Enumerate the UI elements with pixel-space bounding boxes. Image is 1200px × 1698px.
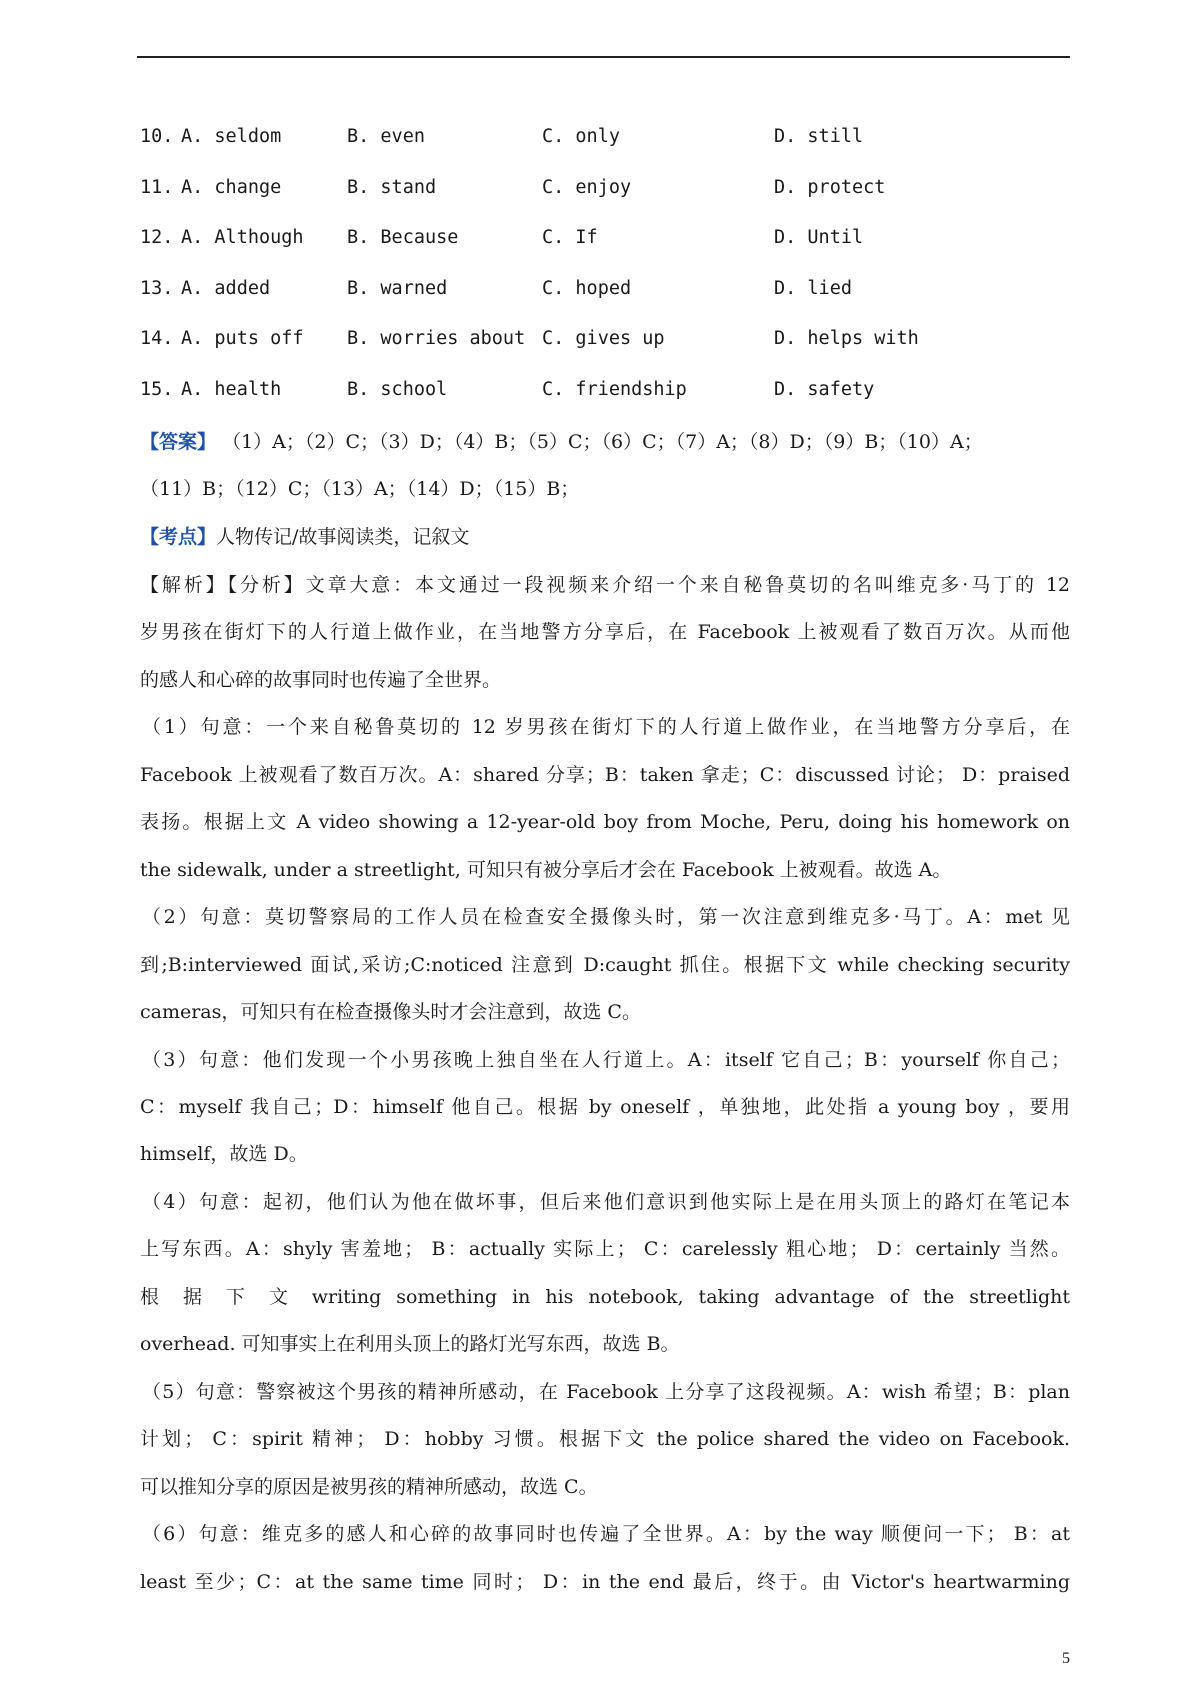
question-number: 14. (140, 328, 174, 350)
kaodian-text: 人物传记/故事阅读类，记叙文 (216, 525, 470, 548)
analysis-section (140, 562, 1070, 1606)
analysis-line: 表扬。根据上文 A video showing a 12-year-old boy from Moche, Peru, doing his homework on (140, 811, 1070, 834)
option-a: A. change (181, 176, 282, 198)
answer-line-2: （11）B；（12）C；（13）A；（14）D；（15）B； (140, 478, 580, 501)
option-d: D. Until (774, 227, 864, 249)
option-row-10 (140, 126, 1080, 177)
question-number: 13. (140, 277, 174, 299)
option-b: B. Because (347, 227, 459, 249)
option-b: B. worries about (347, 328, 526, 350)
answer-section (140, 419, 1070, 561)
page-number: 5 (1062, 1650, 1070, 1667)
analysis-line: 根 据 下 文 writing something in his notebook, taking advantage of the streetlight (140, 1285, 1070, 1308)
answer-text-1: （1）A；（2）C；（3）D；（4）B；（5）C；（6）C；（7）A；（8）D；（9）B；（10）A； (222, 431, 983, 453)
analysis-line: himself，故选 D。 (140, 1143, 308, 1166)
kaodian-label: 【考点】 (140, 525, 217, 548)
option-c: C. If (542, 227, 598, 249)
option-c: C. only (542, 126, 620, 147)
option-row-14 (140, 328, 1080, 379)
option-d: D. protect (774, 176, 886, 198)
option-d: D. safety (774, 378, 875, 400)
option-a: A. seldom (181, 126, 282, 147)
analysis-line: 岁男孩在街灯下的人行道上做作业，在当地警方分享后，在 Facebook 上被观看了数百万次。从而他 (140, 621, 1070, 644)
analysis-line: （1）句意：一个来自秘鲁莫切的 12 岁男孩在街灯下的人行道上做作业，在当地警方分享后，在 (142, 716, 1070, 739)
analysis-line: cameras，可知只有在检查摄像头时才会注意到，故选 C。 (140, 1001, 641, 1024)
analysis-line: 上写东西。A：shyly 害羞地； B：actually 实际上； C：carelessly 粗心地； D：certainly 当然。 (140, 1238, 1070, 1261)
analysis-line: C：myself 我自己；D：himself 他自己。根据 by oneself ，单独地，此处指 a young boy ，要用 (140, 1095, 1070, 1118)
analysis-line: （2）句意：莫切警察局的工作人员在检查安全摄像头时，第一次注意到维克多·马丁。A：met 见 (142, 906, 1070, 929)
option-c: C. enjoy (542, 176, 632, 198)
analysis-line: （6）句意：维克多的感人和心碎的故事同时也传遍了全世界。A：by the way 顺便问一下； B：at (142, 1523, 1070, 1546)
kaodian-line (140, 514, 1070, 561)
analysis-line: （3）句意：他们发现一个小男孩晚上独自坐在人行道上。A：itself 它自己；B：yourself 你自己； (142, 1048, 1070, 1071)
option-row-12 (140, 227, 1080, 278)
analysis-line: overhead. 可知事实上在利用头顶上的路灯光写东西，故选 B。 (140, 1333, 680, 1356)
option-a: A. added (181, 277, 271, 299)
question-number: 15. (140, 378, 174, 400)
analysis-line: 的感人和心碎的故事同时也传遍了全世界。 (140, 668, 502, 691)
option-c: C. friendship (542, 378, 687, 400)
question-number: 10. (140, 126, 174, 147)
option-b: B. even (347, 126, 425, 147)
header-rule (137, 56, 1070, 58)
option-b: B. school (347, 378, 448, 400)
analysis-line: 到;B:interviewed 面试,采访;C:noticed 注意到 D:caught 抓住。根据下文 while checking security (140, 953, 1070, 976)
question-number: 12. (140, 227, 174, 249)
analysis-line: （4）句意：起初，他们认为他在做坏事，但后来他们意识到他实际上是在用头顶上的路灯在笔记本 (142, 1190, 1070, 1213)
option-row-13 (140, 278, 1080, 329)
option-d: D. helps with (774, 328, 919, 350)
answer-line-1 (140, 419, 1070, 466)
option-a: A. Although (181, 227, 304, 249)
option-c: C. gives up (542, 328, 665, 350)
question-number: 11. (140, 176, 174, 198)
analysis-line: least 至少；C：at the same time 同时； D：in the end 最后，终于。由 Victor's heartwarming (140, 1570, 1070, 1593)
option-a: A. health (181, 378, 282, 400)
option-a: A. puts off (181, 328, 304, 350)
option-d: D. lied (774, 277, 852, 299)
options-list (140, 126, 1080, 430)
option-d: D. still (774, 126, 864, 147)
analysis-line: Facebook 上被观看了数百万次。A：shared 分享；B：taken 拿走；C：discussed 讨论； D：praised (140, 763, 1070, 786)
analysis-line: 可以推知分享的原因是被男孩的精神所感动，故选 C。 (140, 1475, 598, 1498)
analysis-line: （5）句意：警察被这个男孩的精神所感动，在 Facebook 上分享了这段视频。A：wish 希望；B：plan (142, 1380, 1070, 1403)
option-c: C. hoped (542, 277, 632, 299)
option-b: B. stand (347, 176, 437, 198)
option-row-11 (140, 177, 1080, 228)
option-b: B. warned (347, 277, 448, 299)
analysis-line: 【解析】【分析】文章大意：本文通过一段视频来介绍一个来自秘鲁莫切的名叫维克多·马丁的 12 (140, 574, 1070, 596)
analysis-line: 计划； C：spirit 精神； D：hobby 习惯。根据下文 the police shared the video on Facebook. (140, 1428, 1070, 1451)
analysis-line: the sidewalk, under a streetlight, 可知只有被分享后才会在 Facebook 上被观看。故选 A。 (140, 858, 952, 881)
answer-label: 【答案】 (140, 431, 217, 453)
